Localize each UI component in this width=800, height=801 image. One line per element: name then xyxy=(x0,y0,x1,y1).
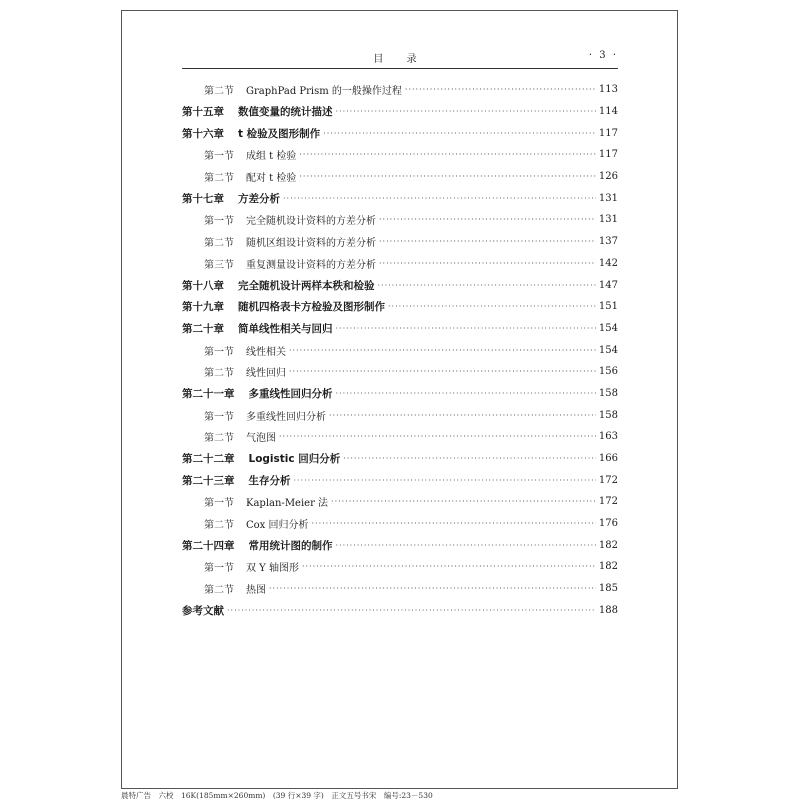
toc-entry-label xyxy=(182,603,224,618)
toc-entry-number: 第二十一章 xyxy=(182,387,235,400)
dot-leader xyxy=(343,454,596,463)
toc-entry-title: Cox 回归分析 xyxy=(246,520,309,532)
toc-entry-number: 第一节 xyxy=(204,411,234,423)
toc-entry-title: 多重线性回归分析 xyxy=(246,411,326,423)
toc-section-entry xyxy=(182,513,618,535)
dot-leader xyxy=(336,107,596,116)
toc-entry-title: 完全随机设计两样本秩和检验 xyxy=(238,279,375,292)
toc-entry-number: 第十八章 xyxy=(182,279,224,292)
toc-chapter-entry xyxy=(182,469,618,491)
toc-section-entry xyxy=(182,578,618,600)
toc-section-entry xyxy=(182,339,618,361)
dot-leader xyxy=(329,411,596,420)
toc-entry-page: 182 xyxy=(598,539,618,551)
table-of-contents xyxy=(182,79,618,621)
toc-entry-number: 第二节 xyxy=(204,368,234,380)
toc-entry-title: Logistic 回归分析 xyxy=(248,453,341,466)
dot-leader xyxy=(323,129,596,138)
toc-entry-label xyxy=(182,299,385,314)
toc-section-entry xyxy=(182,556,618,578)
toc-entry-number: 第十九章 xyxy=(182,301,224,314)
toc-entry-number: 第二十章 xyxy=(182,322,224,335)
toc-entry-title: 参考文献 xyxy=(182,604,224,617)
toc-entry-label xyxy=(204,516,309,531)
dot-leader xyxy=(388,302,596,311)
toc-section-entry xyxy=(182,426,618,448)
toc-entry-title: GraphPad Prism 的一般操作过程 xyxy=(246,86,402,98)
toc-entry-title: 方差分析 xyxy=(238,192,280,205)
toc-entry-title: 随机区组设计资料的方差分析 xyxy=(246,238,376,250)
toc-entry-number: 第十六章 xyxy=(182,127,224,140)
toc-entry-title: 重复测量设计资料的方差分析 xyxy=(246,259,376,271)
toc-entry-title: 完全随机设计资料的方差分析 xyxy=(246,216,376,228)
toc-entry-page: 114 xyxy=(598,106,618,118)
dot-leader xyxy=(289,367,596,376)
dot-leader xyxy=(336,324,596,333)
toc-entry-label xyxy=(204,364,286,379)
dot-leader xyxy=(302,562,596,571)
toc-entry-number: 第二十二章 xyxy=(182,453,235,466)
toc-chapter-entry xyxy=(182,101,618,123)
toc-entry-number: 第一节 xyxy=(204,346,234,358)
toc-entry-label xyxy=(204,581,266,596)
dot-leader xyxy=(283,194,596,203)
toc-entry-page: 185 xyxy=(598,583,618,595)
toc-entry-page: 151 xyxy=(598,301,618,313)
dot-leader xyxy=(405,85,596,94)
toc-entry-number: 第二节 xyxy=(204,433,234,445)
dot-leader xyxy=(379,215,596,224)
dot-leader xyxy=(336,541,596,550)
toc-section-entry xyxy=(182,231,618,253)
toc-entry-title: 配对 t 检验 xyxy=(246,173,297,185)
dot-leader xyxy=(269,584,596,593)
toc-section-entry xyxy=(182,144,618,166)
toc-entry-title: 数值变量的统计描述 xyxy=(238,106,333,119)
toc-section-entry xyxy=(182,209,618,231)
toc-entry-page: 188 xyxy=(598,604,618,616)
toc-entry-label xyxy=(204,343,286,358)
toc-entry-label xyxy=(182,451,340,466)
toc-entry-label xyxy=(204,234,376,249)
toc-entry-page: 182 xyxy=(598,561,618,573)
dot-leader xyxy=(294,476,596,485)
toc-entry-number: 第十五章 xyxy=(182,106,224,119)
toc-entry-number: 第十七章 xyxy=(182,192,224,205)
toc-entry-page: 126 xyxy=(598,171,618,183)
toc-entry-label xyxy=(204,147,296,162)
toc-entry-label xyxy=(182,538,333,553)
toc-entry-number: 第二节 xyxy=(204,86,234,98)
toc-entry-title: 常用统计图的制作 xyxy=(248,539,333,552)
toc-chapter-entry xyxy=(182,296,618,318)
dot-leader xyxy=(336,389,596,398)
toc-section-entry xyxy=(182,491,618,513)
toc-entry-label xyxy=(182,278,375,293)
toc-entry-label xyxy=(204,169,296,184)
toc-chapter-entry xyxy=(182,274,618,296)
toc-entry-page: 154 xyxy=(598,344,618,356)
toc-entry-number: 第二节 xyxy=(204,238,234,250)
toc-entry-title: 成组 t 检验 xyxy=(246,151,297,163)
toc-entry-label xyxy=(204,256,376,271)
dot-leader xyxy=(279,432,596,441)
toc-entry-title: 线性相关 xyxy=(246,346,286,358)
toc-chapter-entry xyxy=(182,122,618,144)
toc-chapter-entry xyxy=(182,534,618,556)
toc-chapter-entry xyxy=(182,600,618,622)
toc-entry-number: 第二十四章 xyxy=(182,539,235,552)
toc-section-entry xyxy=(182,361,618,383)
dot-leader xyxy=(289,346,596,355)
toc-entry-title: 生存分析 xyxy=(248,474,291,487)
toc-entry-page: 158 xyxy=(598,409,618,421)
dot-leader xyxy=(312,519,596,528)
header-rule xyxy=(182,68,618,69)
toc-chapter-entry xyxy=(182,187,618,209)
toc-entry-page: 158 xyxy=(598,387,618,399)
toc-entry-number: 第一节 xyxy=(204,563,234,575)
toc-entry-page: 172 xyxy=(598,474,618,486)
toc-entry-label xyxy=(182,191,280,206)
dot-leader xyxy=(299,172,596,181)
toc-entry-title: 热图 xyxy=(246,585,266,597)
toc-entry-label xyxy=(204,82,402,97)
toc-section-entry xyxy=(182,79,618,101)
toc-entry-page: 154 xyxy=(598,322,618,334)
toc-entry-title: 多重线性回归分析 xyxy=(248,387,333,400)
page-number: · 3 · xyxy=(588,50,618,61)
page-title: 目 录 xyxy=(373,54,427,65)
toc-entry-label xyxy=(204,559,299,574)
page-header xyxy=(182,50,618,66)
toc-entry-title: 气泡图 xyxy=(246,433,276,445)
dot-leader xyxy=(331,497,596,506)
toc-entry-label xyxy=(182,473,291,488)
print-footer: 晨特广告 六校 16K(185mm×260mm) (39 行×39 字) 正文五号书宋 编号:23－530 xyxy=(121,791,433,800)
toc-section-entry xyxy=(182,166,618,188)
toc-section-entry xyxy=(182,253,618,275)
toc-entry-title: 简单线性相关与回归 xyxy=(238,322,333,335)
toc-section-entry xyxy=(182,404,618,426)
toc-entry-label xyxy=(182,321,333,336)
toc-entry-number: 第二节 xyxy=(204,585,234,597)
toc-entry-page: 147 xyxy=(598,279,618,291)
toc-entry-number: 第二节 xyxy=(204,520,234,532)
toc-entry-number: 第一节 xyxy=(204,216,234,228)
toc-entry-page: 172 xyxy=(598,496,618,508)
toc-entry-label xyxy=(204,408,326,423)
toc-entry-page: 142 xyxy=(598,257,618,269)
toc-entry-page: 163 xyxy=(598,431,618,443)
toc-entry-title: Kaplan-Meier 法 xyxy=(246,498,329,510)
dot-leader xyxy=(379,237,596,246)
toc-entry-title: 双 Y 轴图形 xyxy=(246,563,299,575)
toc-entry-title: 线性回归 xyxy=(246,368,286,380)
toc-entry-number: 第二节 xyxy=(204,173,234,185)
toc-entry-page: 137 xyxy=(598,236,618,248)
toc-entry-page: 113 xyxy=(598,84,618,96)
toc-entry-title: 随机四格表卡方检验及图形制作 xyxy=(238,301,385,314)
toc-chapter-entry xyxy=(182,383,618,405)
toc-entry-page: 131 xyxy=(598,192,618,204)
toc-entry-page: 166 xyxy=(598,453,618,465)
toc-chapter-entry xyxy=(182,448,618,470)
toc-entry-page: 117 xyxy=(598,149,618,161)
toc-entry-label xyxy=(182,126,320,141)
toc-entry-label xyxy=(182,104,333,119)
toc-entry-label xyxy=(204,494,328,509)
toc-entry-page: 117 xyxy=(598,127,618,139)
toc-entry-number: 第一节 xyxy=(204,151,234,163)
toc-entry-label xyxy=(182,386,333,401)
toc-entry-page: 156 xyxy=(598,366,618,378)
toc-chapter-entry xyxy=(182,318,618,340)
toc-entry-label xyxy=(204,212,376,227)
toc-entry-label xyxy=(204,429,276,444)
toc-entry-page: 176 xyxy=(598,518,618,530)
dot-leader xyxy=(378,281,596,290)
dot-leader xyxy=(379,259,596,268)
toc-entry-number: 第二十三章 xyxy=(182,474,235,487)
toc-entry-page: 131 xyxy=(598,214,618,226)
dot-leader xyxy=(299,150,596,159)
toc-entry-number: 第一节 xyxy=(204,498,234,510)
dot-leader xyxy=(227,606,596,615)
toc-entry-title: t 检验及图形制作 xyxy=(238,127,321,140)
toc-entry-number: 第三节 xyxy=(204,259,234,271)
